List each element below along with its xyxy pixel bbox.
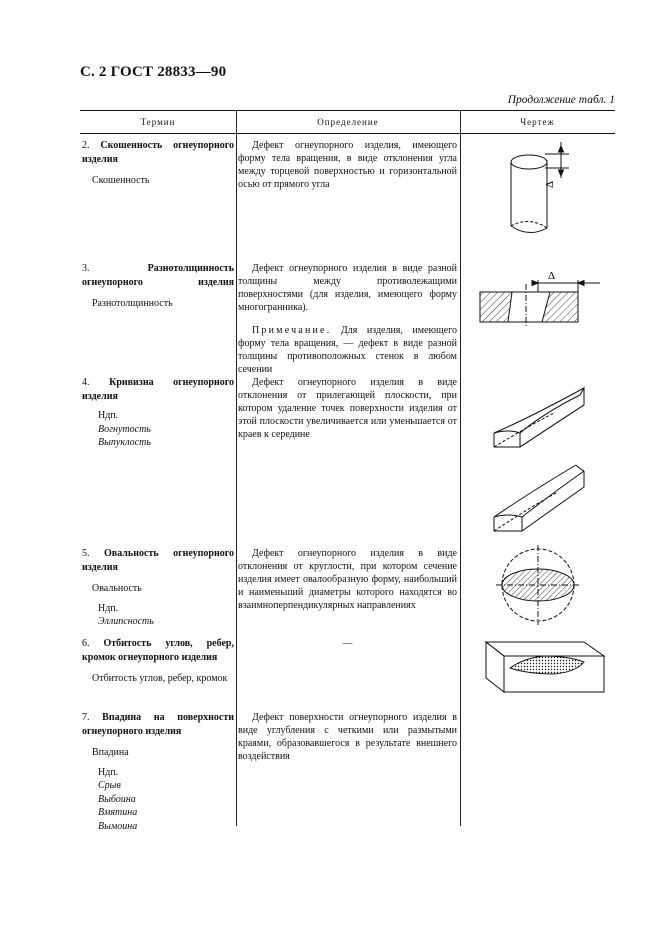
term-number: 4.: [82, 377, 90, 388]
column-header-drawing: Чертеж: [520, 117, 555, 127]
definition-text: —: [342, 638, 353, 649]
term-name: Овальность огнеупорного изделия: [82, 548, 234, 573]
definition-2: [238, 139, 457, 191]
chipped-edge-drawing: [484, 638, 610, 696]
oval-section-drawing: [490, 543, 586, 629]
deprecated-synonym: Вогнутость: [98, 423, 151, 435]
column-divider-2: [460, 110, 461, 826]
definition-6: [238, 637, 457, 650]
term-entry-4: [82, 376, 234, 450]
term-number: 5.: [82, 548, 90, 559]
deprecated-synonym: Вмятина: [98, 807, 138, 818]
delta-label: Δ: [544, 180, 556, 188]
term-entry-7: [82, 711, 234, 833]
term-entry-5: [82, 547, 234, 629]
column-header-term: Термин: [140, 117, 176, 127]
definition-5: [238, 547, 457, 612]
term-name: Отбитость углов, ребер, кромок огнеупорного изделия: [82, 638, 234, 663]
table-top-rule: [80, 110, 615, 111]
definition-text: Дефект огнеупорного изделия в виде разной толщины между противолежащими поверхностями (для изделия, имеющего форму многогранника).: [238, 263, 457, 313]
table-continuation-caption: Продолжение табл. 1: [507, 94, 615, 106]
deprecated-synonym: Выпуклость: [98, 437, 151, 448]
term-short-form: Отбитость углов, ребер, кромок: [92, 673, 228, 684]
curved-brick-drawing: [484, 383, 594, 543]
term-number: 6.: [82, 638, 90, 649]
term-title: [82, 139, 234, 166]
definition-note: [238, 324, 457, 376]
term-short-form: Скошенность: [92, 175, 150, 186]
term-short-form: Впадина: [92, 747, 129, 758]
term-entry-2: [82, 139, 234, 188]
term-title: [82, 376, 234, 403]
wall-thickness-drawing: [474, 266, 606, 328]
table-header-rule: [80, 133, 615, 134]
term-title: [82, 262, 234, 289]
deprecated-synonym: Вымоина: [98, 820, 138, 832]
term-number: 7.: [82, 712, 90, 723]
page-header: С. 2 ГОСТ 28833—90: [80, 64, 227, 80]
skewed-cylinder-drawing: [495, 138, 585, 250]
term-name: Разнотолщинность огнеупорного изделия: [82, 263, 234, 288]
term-number: 2.: [82, 140, 90, 151]
deprecated-label: Ндп.: [98, 602, 119, 614]
term-name: Кривизна огнеупорного изделия: [82, 377, 235, 402]
term-name: Впадина на поверхности огнеупорного изделия: [82, 712, 235, 737]
term-number: 3.: [82, 263, 90, 274]
term-entry-6: [82, 637, 234, 686]
deprecated-label: Ндп.: [98, 410, 119, 421]
definition-3: [238, 262, 457, 376]
deprecated-synonym: Срыв: [98, 780, 121, 791]
column-header-definition: Определение: [317, 117, 379, 127]
term-title: [82, 547, 234, 574]
definition-7: [238, 711, 457, 763]
term-entry-3: [82, 262, 234, 311]
term-title: [82, 637, 234, 664]
definition-text: Дефект огнеупорного изделия в виде отклонения от прилегающей плоскости, при котором удаление точек поверхности изделия от этой плоскости увеличивается или уменьшается от краев к середине: [238, 377, 457, 440]
delta-label: Δ: [548, 270, 556, 282]
deprecated-synonym: Эллипсность: [98, 616, 154, 627]
definition-text: Дефект поверхности огнеупорного изделия в виде углубления с четкими или размытыми краями, образовавшегося в результате внешнего воздействия: [238, 712, 457, 762]
note-label: Примечание.: [252, 325, 332, 336]
note-text: Для изделия, имеющего форму тела вращения, — дефект в виде разной толщины противоположных стенок в любом сечении: [238, 325, 457, 375]
column-divider-1: [236, 110, 237, 826]
definition-text: Дефект огнеупорного изделия в виде отклонения от круглости, при котором сечение изделия имеет овалообразную форму, наибольший и наименьший диаметры которого находятся во взаимноперпендикулярных направлениях: [238, 548, 457, 611]
term-short-form: Овальность: [92, 583, 142, 594]
term-short-form: Разнотолщинность: [92, 298, 173, 309]
deprecated-synonym: Выбоина: [98, 793, 136, 805]
definition-text: Дефект огнеупорного изделия, имеющего форму тела вращения, в виде отклонения угла между торцевой поверхностью и горизонтальной осью от прямого угла: [238, 140, 457, 190]
definition-4: [238, 376, 457, 441]
term-name: Скошенность огнеупорного изделия: [82, 140, 235, 165]
term-title: [82, 711, 234, 738]
deprecated-label: Ндп.: [98, 766, 119, 778]
